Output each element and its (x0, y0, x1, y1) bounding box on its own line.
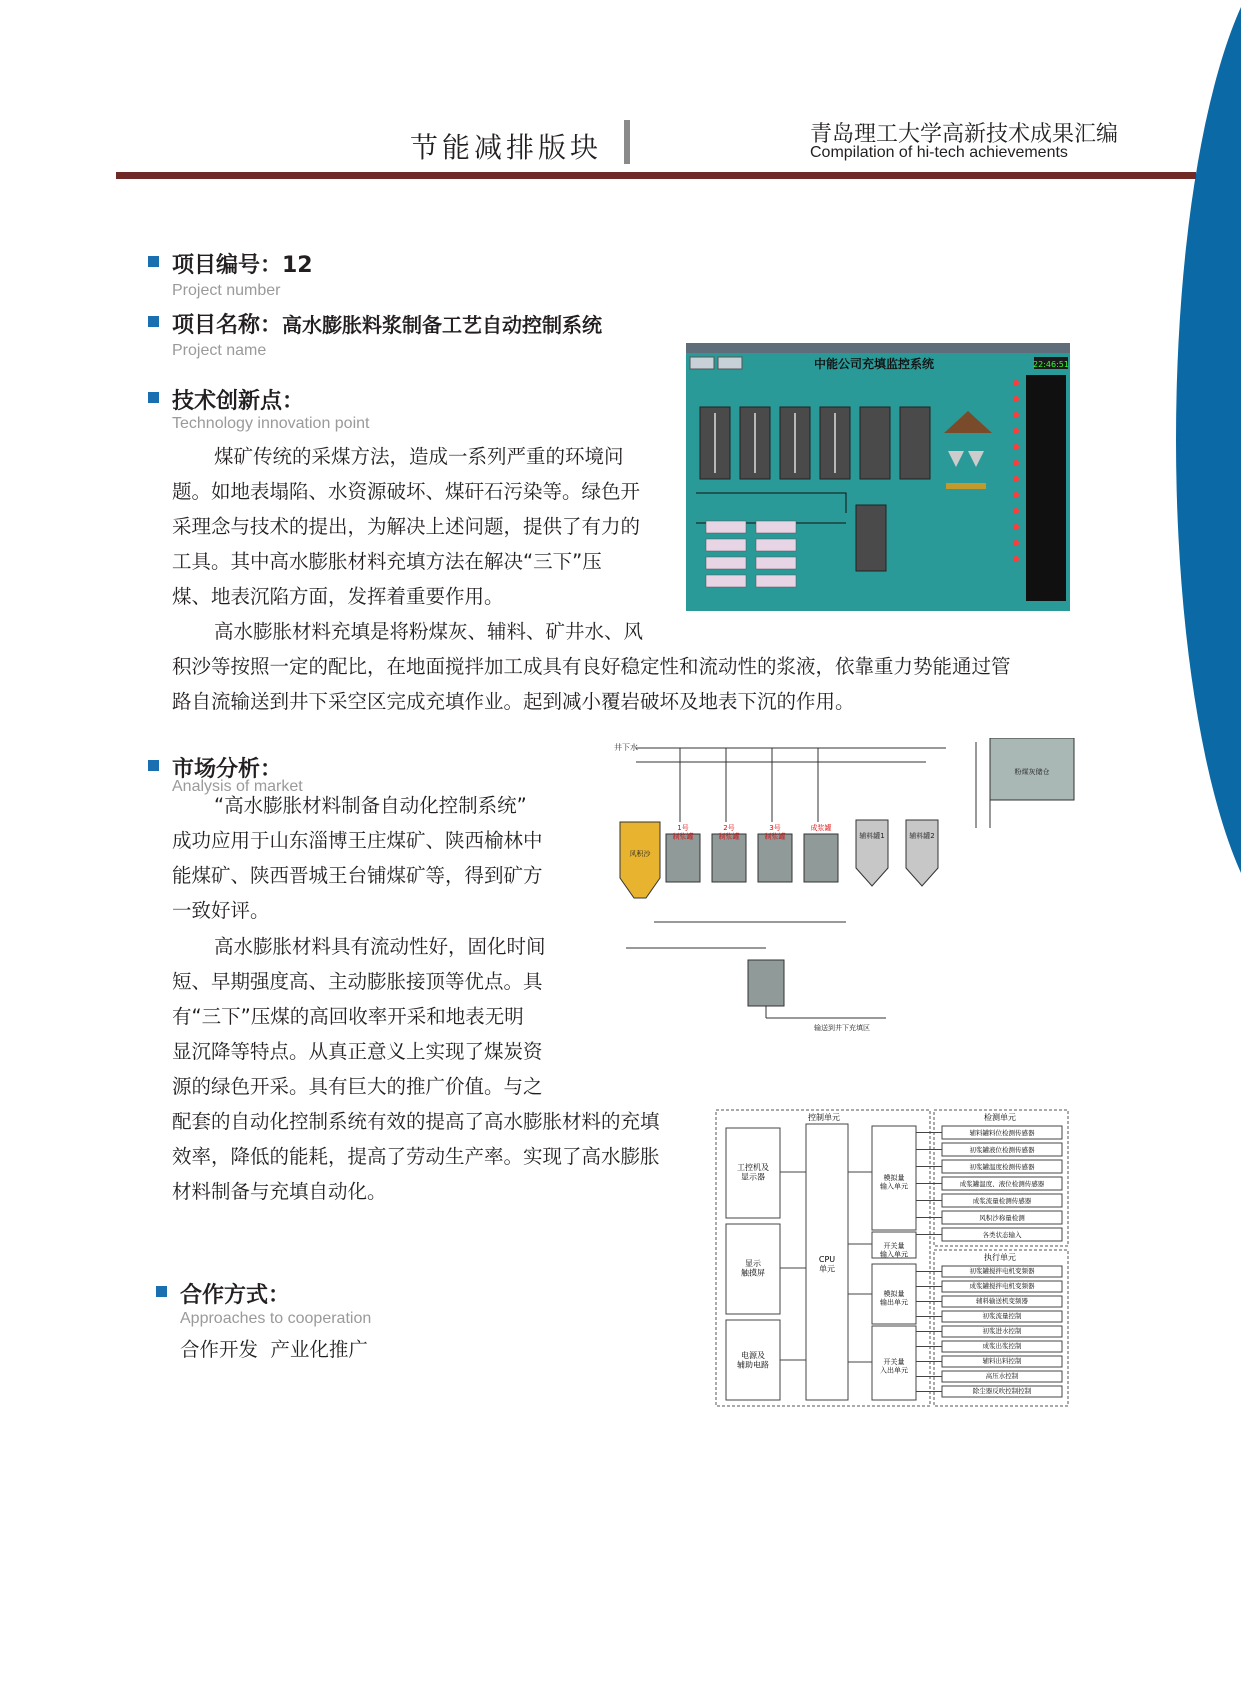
tank2-label: 2号制浆罐 (718, 824, 740, 841)
list-item-label: 初浆流量控制 (982, 1312, 1022, 1320)
tank3-label: 3号制浆罐 (764, 824, 786, 841)
list-item-label: 辅料罐料位检测传感器 (969, 1129, 1035, 1137)
ai-label: 模拟量输入单元 (880, 1174, 908, 1191)
text-line: “高水膨胀材料制备自动化控制系统” (214, 794, 527, 817)
project-name-heading (172, 308, 602, 339)
text-line: 配套的自动化控制系统有效的提高了高水膨胀材料的充填 (172, 1110, 660, 1133)
list-item-label: 初浆罐温度检测传感器 (969, 1163, 1035, 1171)
header-divider (624, 120, 630, 164)
text-line: 材料制备与充填自动化。 (172, 1180, 387, 1203)
scada-screenshot (686, 343, 1070, 611)
bullet-square (148, 392, 159, 403)
water-label: 井下水 (614, 743, 638, 752)
detect-unit-label: 检测单元 (984, 1113, 1016, 1122)
power-label: 电源及辅助电路 (737, 1351, 769, 1370)
market-en: Analysis of market (172, 778, 303, 795)
compilation-title-en: Compilation of hi-tech achievements (810, 144, 1068, 161)
text-line: 源的绿色开采。具有巨大的推广价值。与之 (172, 1075, 543, 1098)
list-item-label: 成浆罐搅拌电机变频器 (969, 1282, 1035, 1290)
list-item-label: 成浆罐温度、液位检测传感器 (959, 1180, 1045, 1188)
text-line: 显沉降等特点。从真正意义上实现了煤炭资 (172, 1040, 543, 1063)
text-line: 煤矿传统的采煤方法，造成一系列严重的环境问 (214, 445, 624, 468)
text-line: 效率，降低的能耗，提高了劳动生产率。实现了高水膨胀 (172, 1145, 660, 1168)
cooperation-heading: 合作方式： (180, 1283, 291, 1308)
tank1-label: 1号制浆罐 (672, 824, 694, 841)
project-name-en: Project name (172, 342, 267, 359)
aux1-label: 辅料罐1 (859, 832, 885, 840)
text-line: 煤、地表沉陷方面，发挥着重要作用。 (172, 585, 504, 608)
list-item-label: 初浆罐搅拌电机变频器 (969, 1267, 1035, 1275)
project-name-label: 项目名称： (172, 313, 283, 338)
text-line: 题。如地表塌陷、水资源破坏、煤矸石污染等。绿色开 (172, 480, 641, 503)
list-item-label: 各类状态输入 (982, 1231, 1022, 1239)
do-label: 开关量入出单元 (880, 1358, 908, 1375)
touch-label: 显示触摸屏 (741, 1259, 765, 1278)
list-item-label: 风积沙称量检测 (979, 1214, 1025, 1222)
bullet-square (148, 316, 159, 327)
text-line: 积沙等按照一定的配比，在地面搅拌加工成具有良好稳定性和流动性的浆液，依靠重力势能通过管 (172, 655, 1011, 678)
list-item-label: 成浆流量检测传感器 (972, 1197, 1032, 1205)
ctrl-unit-label: 控制单元 (808, 1113, 840, 1122)
list-item-label: 成浆出浆控制 (982, 1342, 1022, 1350)
market-heading: 市场分析： (172, 757, 283, 782)
process-flow-diagram (606, 738, 1076, 1070)
text-line: 短、早期强度高、主动膨胀接顶等优点。具 (172, 970, 543, 993)
text-line: 工具。其中高水膨胀材料充填方法在解决“三下”压 (172, 550, 602, 573)
text-line: 高水膨胀材料具有流动性好，固化时间 (214, 935, 546, 958)
ipc-label: 工控机及显示器 (737, 1163, 769, 1182)
project-number-en: Project number (172, 282, 281, 299)
innovation-paragraph-2 (172, 614, 1011, 719)
section-title: 节能减排版块 (410, 131, 603, 164)
text-line: 一致好评。 (172, 899, 270, 922)
list-item-label: 除尘器反吹控制控制 (972, 1387, 1032, 1395)
innovation-en: Technology innovation point (172, 415, 370, 432)
text-line: 能煤矿、陕西晋城王台铺煤矿等，得到矿方 (172, 864, 543, 887)
list-item-label: 初浆进水控制 (982, 1327, 1022, 1335)
text-line: 采理念与技术的提出，为解决上述问题，提供了有力的 (172, 515, 641, 538)
list-item-label: 辅料输送机变频器 (976, 1297, 1028, 1305)
scada-title: 中能公司充填监控系统 (813, 357, 935, 371)
header-rule (116, 172, 1196, 179)
sand-label: 风积沙 (629, 850, 651, 858)
text-line: 成功应用于山东淄博王庄煤矿、陕西榆林中 (172, 829, 543, 852)
market-paragraph-1 (172, 788, 543, 928)
market-paragraph-2 (172, 929, 660, 1209)
output-label: 输送到井下充填区 (814, 1024, 870, 1032)
tank4-label: 成浆罐 (810, 824, 832, 832)
text-line: 有“三下”压煤的高回收率开采和地表无明 (172, 1005, 524, 1028)
list-item-label: 辅料出料控制 (982, 1357, 1022, 1365)
cooperation-en: Approaches to cooperation (180, 1310, 372, 1327)
cooperation-value: 合作开发 产业化推广 (180, 1338, 368, 1361)
project-name-value: 高水膨胀料浆制备工艺自动控制系统 (282, 313, 603, 337)
text-line: 高水膨胀材料充填是将粉煤灰、辅料、矿井水、风 (214, 620, 644, 643)
innovation-paragraph-1 (172, 439, 640, 614)
text-line: 路自流输送到井下采空区完成充填作业。起到减小覆岩破坏及地表下沉的作用。 (172, 690, 855, 713)
aux2-label: 辅料罐2 (909, 832, 935, 840)
scada-clock: 22:46:51 (1033, 360, 1069, 369)
compilation-title-cn: 青岛理工大学高新技术成果汇编 (810, 122, 1119, 147)
project-number-heading: 项目编号：12 (172, 253, 313, 278)
flyash-silo-label: 粉煤灰储仓 (1014, 768, 1050, 776)
ao-label: 模拟量输出单元 (880, 1290, 908, 1307)
innovation-heading: 技术创新点： (172, 389, 305, 414)
control-block-diagram (714, 1108, 1070, 1410)
list-item-label: 初浆罐液位检测传感器 (969, 1146, 1035, 1154)
bullet-square (156, 1286, 167, 1297)
bullet-square (148, 760, 159, 771)
di-label: 开关量输入单元 (880, 1242, 908, 1259)
decorative-blue-arc (1176, 0, 1241, 940)
cpu-label: CPU 单元 (818, 1255, 836, 1274)
exec-unit-label: 执行单元 (984, 1253, 1016, 1262)
list-item-label: 高压水控制 (985, 1372, 1019, 1380)
bullet-square (148, 256, 159, 267)
